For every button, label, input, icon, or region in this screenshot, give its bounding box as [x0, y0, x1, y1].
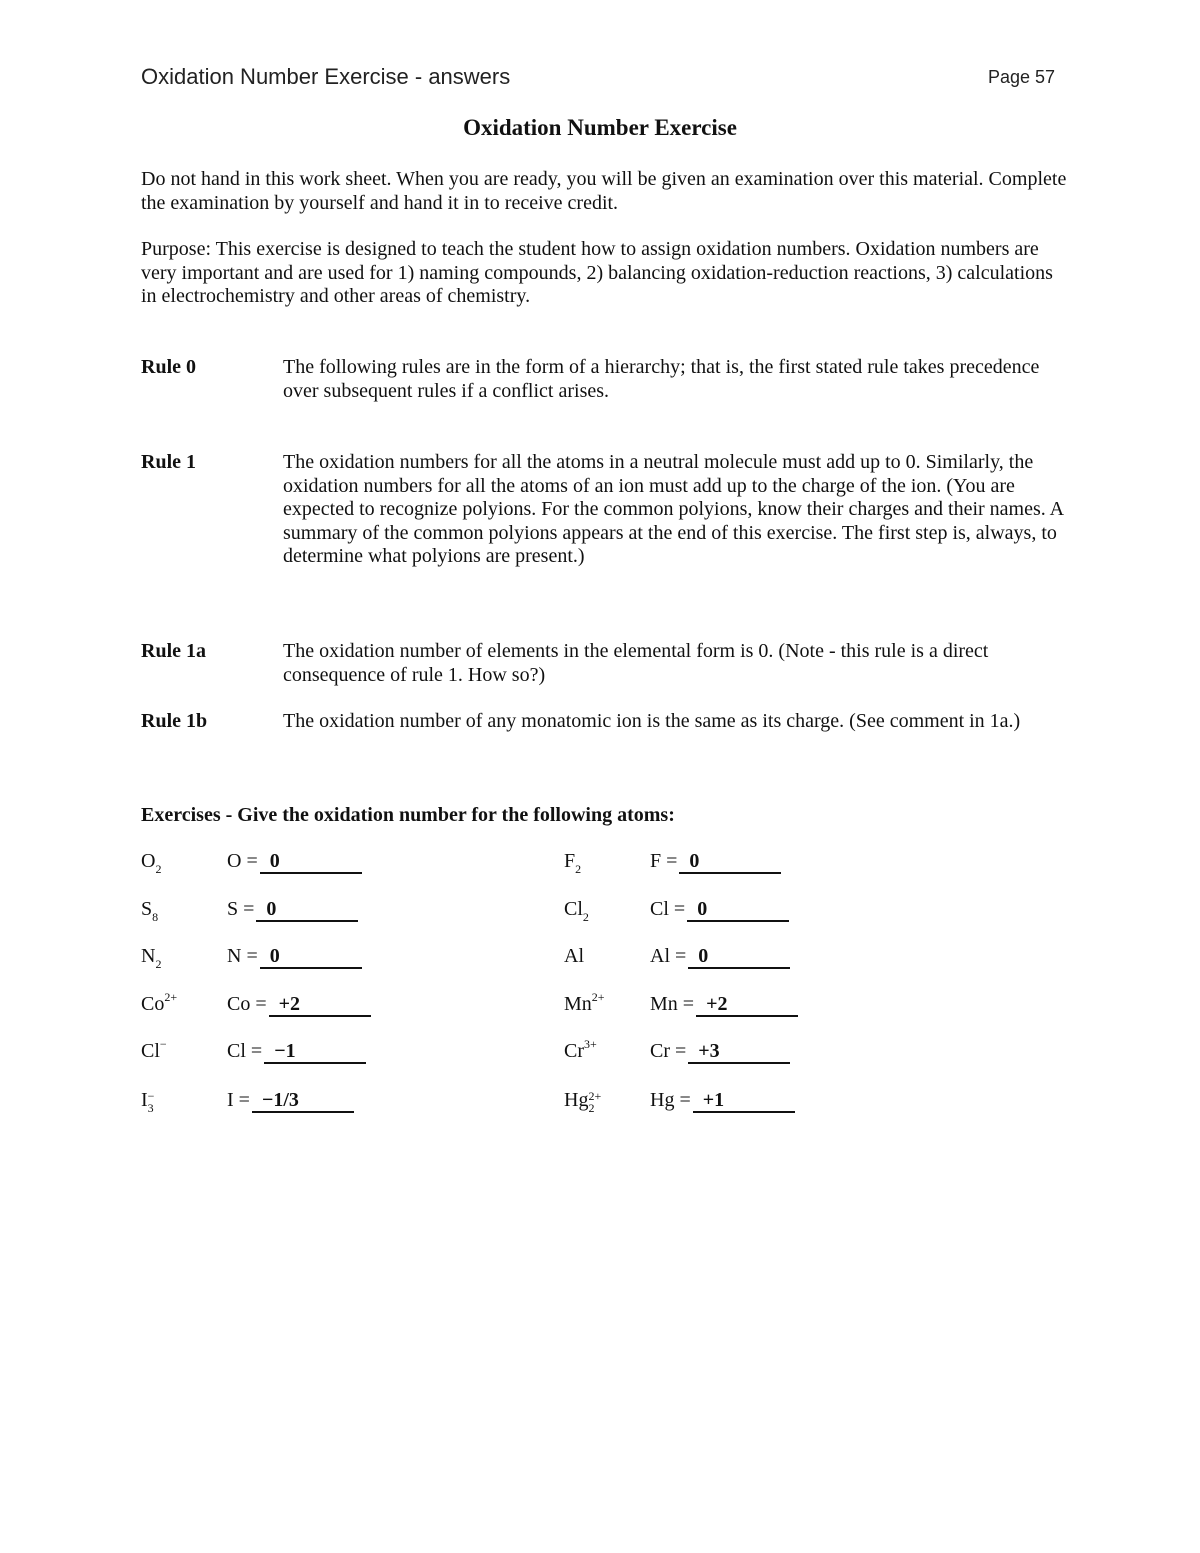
- chemical-species: [564, 896, 589, 924]
- rule-0-label: Rule 0: [141, 356, 196, 378]
- exercise-item: [141, 1087, 401, 1113]
- species-symbol: Cr: [564, 1040, 584, 1062]
- exercise-item: [141, 848, 401, 874]
- atom-label: Mn =: [650, 993, 695, 1015]
- species-symbol: O: [141, 850, 156, 872]
- chemical-species: [564, 848, 581, 876]
- charge-and-subscript: [148, 1087, 158, 1113]
- document-title: Oxidation Number Exercise: [463, 115, 737, 140]
- oxidation-equation: [227, 896, 358, 922]
- atom-label: Al =: [650, 945, 687, 967]
- exercises-heading: Exercises - Give the oxidation number for the following atoms:: [141, 804, 675, 826]
- oxidation-equation: [650, 848, 781, 874]
- species-symbol: Co: [141, 993, 165, 1015]
- species-symbol: Cl: [141, 1040, 160, 1062]
- oxidation-equation: [227, 848, 362, 874]
- oxidation-equation: [650, 991, 798, 1017]
- atom-label: Cr =: [650, 1040, 687, 1062]
- exercise-item: [141, 896, 401, 922]
- chemical-species: [564, 943, 584, 969]
- atom-label: Cl =: [227, 1040, 263, 1062]
- exercise-item: [564, 1087, 824, 1113]
- chemical-species: [141, 991, 177, 1019]
- oxidation-equation: [650, 1087, 795, 1113]
- species-charge: −: [147, 1089, 155, 1103]
- answer-blank: 0: [260, 850, 362, 874]
- chemical-species: [564, 1087, 602, 1115]
- species-charge: 2+: [591, 990, 605, 1004]
- answer-blank: +2: [269, 993, 371, 1017]
- species-subscript: 3: [147, 1101, 154, 1115]
- exercise-item: [141, 1038, 401, 1064]
- answer-blank: 0: [688, 945, 790, 969]
- answer-blank: 0: [256, 898, 358, 922]
- species-subscript: 2: [155, 862, 162, 876]
- answer-blank: +3: [688, 1040, 790, 1064]
- exercise-item: [141, 943, 401, 969]
- rule-1a-text: The oxidation number of elements in the elemental form is 0. (Note - this rule is a direct consequence of rule 1. How so?): [283, 640, 989, 686]
- species-subscript: 2: [575, 862, 582, 876]
- species-charge: 2+: [588, 1089, 602, 1103]
- rule-1-text: The oxidation numbers for all the atoms in a neutral molecule must add up to 0. Similarly, the oxidation numbers for all the atoms of an ion must add up to the charge of the ion. (You are expected to recognize polyions. For the common polyions, know their charges and their names. A summary of the common polyions appears at the end of this exercise. The first step is, always, to determine what polyions are present.): [283, 451, 1064, 567]
- chemical-species: [564, 1038, 597, 1066]
- species-symbol: Cl: [564, 898, 583, 920]
- chemical-species: [141, 1038, 167, 1066]
- species-charge: −: [159, 1037, 167, 1051]
- exercise-item: [564, 991, 824, 1017]
- rule-1-label: Rule 1: [141, 451, 196, 473]
- chemical-species: [564, 991, 605, 1019]
- answer-blank: +1: [693, 1089, 795, 1113]
- atom-label: Co =: [227, 993, 267, 1015]
- oxidation-equation: [227, 1038, 366, 1064]
- answer-blank: −1: [264, 1040, 366, 1064]
- species-symbol: F: [564, 850, 576, 872]
- species-charge: 3+: [584, 1037, 597, 1051]
- species-subscript: 2: [582, 910, 589, 924]
- charge-and-subscript: [588, 1087, 602, 1115]
- intro-paragraph: Do not hand in this work sheet. When you are ready, you will be given an examination over this material. Complete the examination by yourself and hand it in to receive credit.: [141, 168, 1067, 214]
- oxidation-equation: [227, 943, 362, 969]
- exercise-item: [564, 896, 824, 922]
- atom-label: O =: [227, 850, 258, 872]
- species-symbol: Al: [564, 945, 584, 967]
- chemical-species: [141, 848, 161, 876]
- answer-blank: 0: [260, 945, 362, 969]
- species-symbol: Hg: [564, 1089, 589, 1111]
- chemical-species: [141, 1087, 158, 1113]
- atom-label: I =: [227, 1089, 250, 1111]
- chemical-species: [141, 943, 161, 971]
- page-number: Page 57: [988, 67, 1056, 87]
- oxidation-equation: [650, 1038, 790, 1064]
- answer-blank: +2: [696, 993, 798, 1017]
- atom-label: F =: [650, 850, 678, 872]
- species-symbol: N: [141, 945, 156, 967]
- species-symbol: S: [141, 898, 153, 920]
- rule-0-text: The following rules are in the form of a hierarchy; that is, the first stated rule takes precedence over subsequent rules if a conflict arises.: [283, 356, 1040, 402]
- answer-blank: −1/3: [252, 1089, 354, 1113]
- rule-1a-label: Rule 1a: [141, 640, 206, 662]
- atom-label: N =: [227, 945, 258, 967]
- species-subscript: 2: [588, 1101, 595, 1115]
- atom-label: S =: [227, 898, 255, 920]
- rule-1b-label: Rule 1b: [141, 710, 208, 732]
- species-subscript: 8: [152, 910, 159, 924]
- chemical-species: [141, 896, 158, 924]
- species-subscript: 2: [155, 957, 162, 971]
- rule-1b-text: The oxidation number of any monatomic ion is the same as its charge. (See comment in 1a.): [283, 710, 1021, 732]
- species-symbol: Mn: [564, 993, 592, 1015]
- species-symbol: I: [141, 1089, 148, 1111]
- atom-label: Hg =: [650, 1089, 691, 1111]
- species-charge: 2+: [164, 990, 178, 1004]
- oxidation-equation: [650, 896, 789, 922]
- oxidation-equation: [227, 991, 371, 1017]
- answer-blank: 0: [687, 898, 789, 922]
- answer-blank: 0: [679, 850, 781, 874]
- exercise-item: [141, 991, 401, 1017]
- exercise-item: [564, 943, 824, 969]
- atom-label: Cl =: [650, 898, 686, 920]
- exercise-item: [564, 1038, 824, 1064]
- page-header-title: Oxidation Number Exercise - answers: [141, 64, 511, 89]
- oxidation-equation: [650, 943, 790, 969]
- purpose-paragraph: Purpose: This exercise is designed to teach the student how to assign oxidation numbers. Oxidation numbers are very important and are used for 1) naming compounds, 2) balancing oxidation-reduction reactions, 3) calculations in electrochemistry and other areas of chemistry.: [141, 238, 1053, 307]
- exercise-item: [564, 848, 824, 874]
- oxidation-equation: [227, 1087, 354, 1113]
